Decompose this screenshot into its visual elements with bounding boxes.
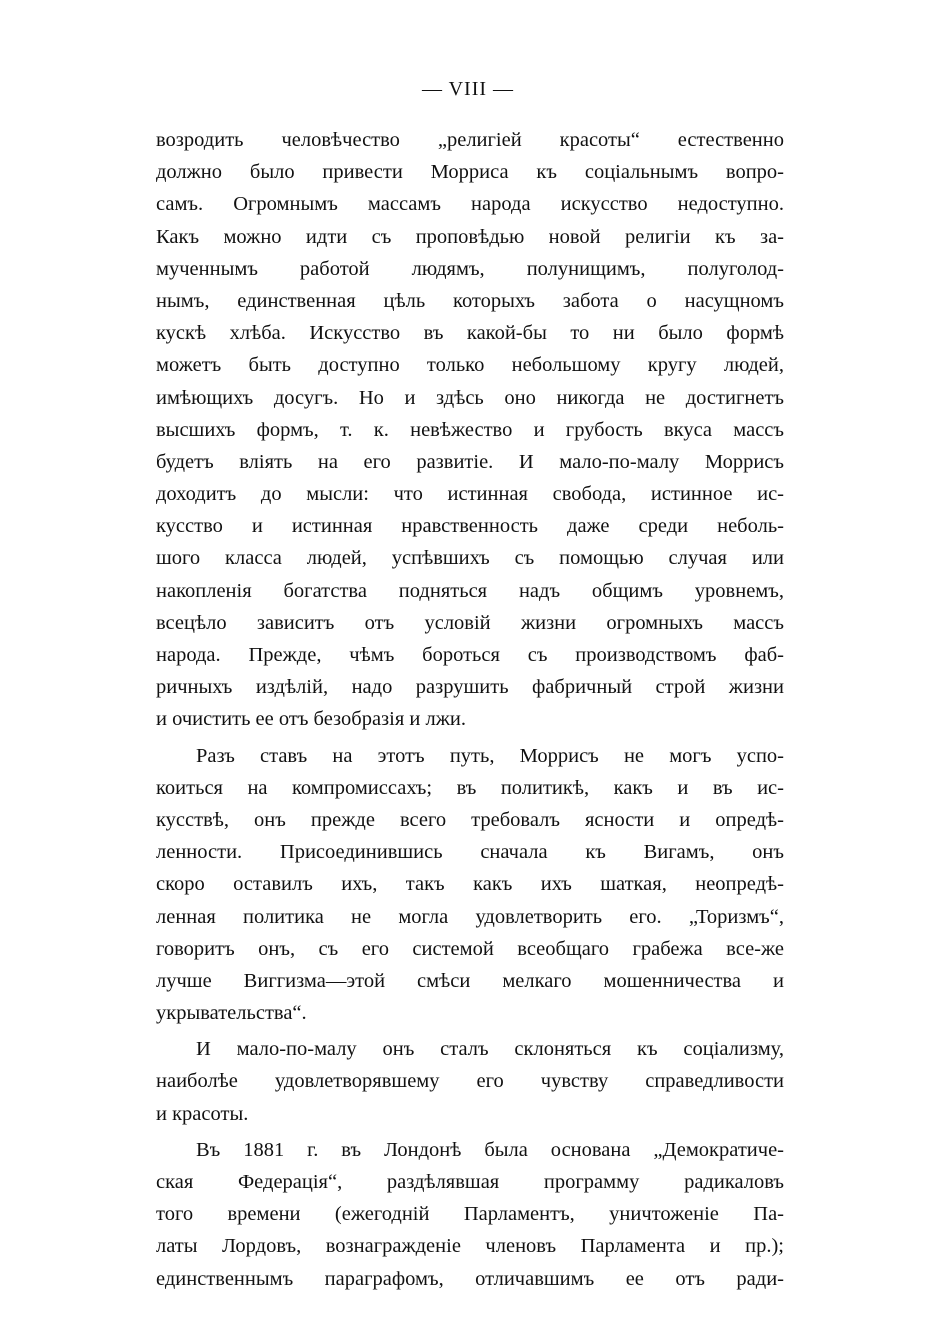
paragraph-3 [156, 1033, 784, 1130]
text-line: скоро оставилъ ихъ, такъ какъ ихъ шаткая, неопредѣ- [156, 873, 784, 896]
text-line: накопленія богатства подняться надъ общимъ уровнемъ, [156, 579, 784, 602]
text-line: самъ. Огромнымъ массамъ народа искусство недоступно. [156, 193, 784, 216]
text-line: Какъ можно идти съ проповѣдью новой религіи къ за- [156, 225, 784, 248]
text-line: ричныхъ издѣлій, надо разрушить фабричный строй жизни [156, 676, 784, 699]
text-line: лучше Виггизма—этой смѣси мелкаго мошенничества и [156, 969, 784, 992]
text-line: наиболѣе удовлетворявшему его чувству справедливости [156, 1070, 784, 1093]
text-line: и красоты. [156, 1102, 249, 1125]
text-line: должно было привести Морриса къ соціальнымъ вопро- [156, 161, 784, 184]
text-line: можетъ быть доступно только небольшому кругу людей, [156, 354, 784, 377]
text-line: высшихъ формъ, т. к. невѣжество и грубость вкуса массъ [156, 418, 784, 441]
text-line: имѣющихъ досугъ. Но и здѣсь оно никогда не достигнетъ [156, 386, 784, 409]
text-line: ская Федерація“, раздѣлявшая программу радикаловъ [156, 1171, 784, 1193]
text-line: мученнымъ работой людямъ, полунищимъ, полуголод- [156, 257, 784, 280]
text-line: возродить человѣчество „религіей красоты“ естественно [156, 129, 784, 151]
text-line: того времени (ежегодній Парламентъ, уничтоженіе Па- [156, 1203, 784, 1226]
text-line: ленности. Присоединившись сначала къ Вигамъ, онъ [156, 841, 784, 864]
paragraph-1 [156, 124, 784, 736]
text-line: и очистить ее отъ безобразія и лжи. [156, 708, 466, 731]
text-line: народа. Прежде, чѣмъ бороться съ производствомъ фаб- [156, 644, 784, 666]
text-line: Разъ ставъ на этотъ путь, Моррисъ не могъ успо- [196, 744, 784, 767]
text-line: латы Лордовъ, вознагражденіе членовъ Парламента и пр.); [156, 1235, 784, 1258]
text-line: укрывательства“. [156, 1002, 307, 1025]
text-line: кускѣ хлѣба. Искусство въ какой-бы то ни было формѣ [156, 322, 784, 345]
text-line: нымъ, единственная цѣль которыхъ забота о насущномъ [156, 289, 784, 312]
text-line: доходитъ до мысли: что истинная свобода, истинное ис- [156, 483, 784, 506]
text-line: ленная политика не могла удовлетворить его. „Торизмъ“, [156, 905, 784, 928]
page-number: — VIII — [421, 78, 515, 100]
text-line: коиться на компромиссахъ; въ политикѣ, какъ и въ ис- [156, 776, 784, 799]
text-line: всецѣло зависитъ отъ условій жизни огромныхъ массъ [156, 611, 784, 634]
text-line: единственнымъ параграфомъ, отличавшимъ ее отъ ради- [156, 1267, 784, 1290]
paragraph-4 [156, 1134, 784, 1295]
text-line: будетъ вліять на его развитіе. И мало-по-малу Моррисъ [156, 450, 784, 473]
text-line: Въ 1881 г. въ Лондонѣ была основана „Демократиче- [196, 1138, 784, 1161]
text-line: кусствѣ, онъ прежде всего требовалъ ясности и опредѣ- [156, 808, 784, 831]
text-line: говоритъ онъ, съ его системой всеобщаго грабежа все-же [156, 937, 784, 960]
body-text [156, 124, 784, 1295]
paragraph-2 [156, 740, 784, 1030]
text-line: И мало-по-малу онъ сталъ склоняться къ соціализму, [196, 1038, 784, 1061]
text-line: шого класса людей, успѣвшихъ съ помощью случая или [156, 547, 784, 570]
text-line: кусство и истинная нравственность даже среди неболь- [156, 515, 784, 538]
